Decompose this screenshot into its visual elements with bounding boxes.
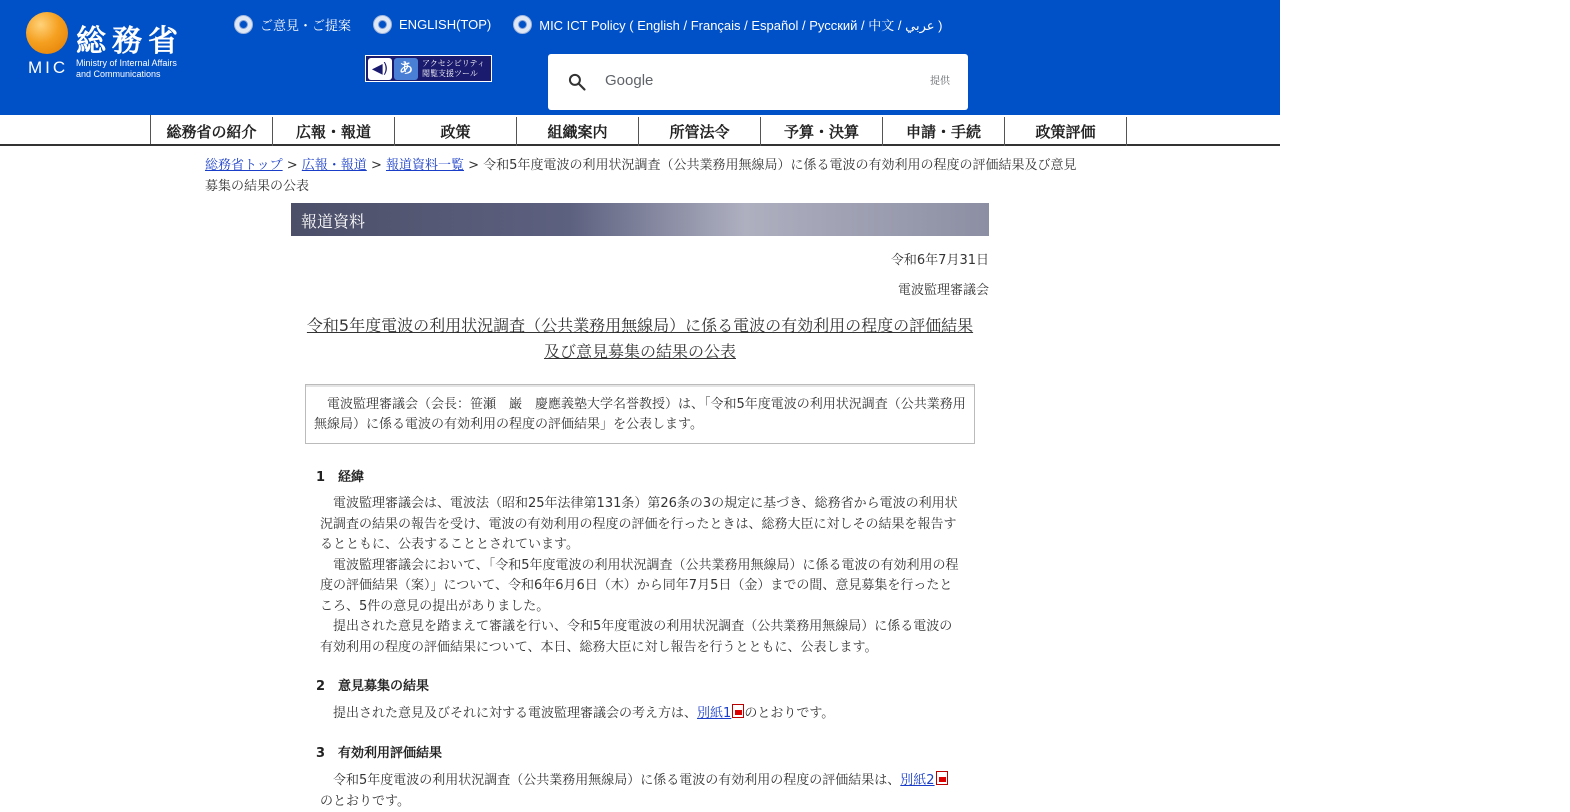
header-links (234, 14, 964, 34)
accessibility-line2: 閲覧支援ツール (422, 68, 478, 78)
pdf-icon (936, 771, 948, 785)
search-icon[interactable] (567, 72, 587, 92)
summary-box (305, 384, 975, 444)
ict-policy-link[interactable] (513, 15, 942, 34)
nav-press[interactable]: 広報・報道 (273, 117, 395, 146)
provided-text: 提供 (930, 76, 950, 87)
section-2-text-before: 提出された意見及びそれに対する電波監理審議会の考え方は、 (333, 706, 698, 721)
section-1-paragraph (320, 617, 960, 658)
global-nav (0, 115, 1280, 146)
section-2-heading: 2 意見募集の結果 (316, 679, 430, 694)
nav-laws[interactable]: 所管法令 (639, 117, 761, 146)
logo-japanese-name: 総務省 (76, 24, 184, 59)
attachment-2-link[interactable]: 別紙2 (900, 773, 935, 788)
logo-en-line2: and Communications (76, 69, 161, 79)
bullet-circle-icon (513, 15, 532, 34)
site-header (0, 0, 1280, 115)
section-3-text-before: 令和5年度電波の利用状況調査（公共業務用無線局）に係る電波の有効利用の程度の評価結果は、 (333, 773, 901, 788)
section-1-paragraph (320, 556, 960, 618)
attachment-1-link[interactable]: 別紙1 (697, 706, 732, 721)
banner-title: 報道資料 (301, 212, 366, 231)
feedback-link[interactable] (234, 15, 351, 34)
global-nav-list (150, 115, 1127, 144)
section-banner (291, 203, 989, 236)
issuing-organization: 電波監理審議会 (897, 283, 989, 298)
accessibility-tool-label (422, 59, 485, 79)
section-2-text-after: のとおりです。 (744, 706, 835, 721)
bullet-circle-icon (373, 15, 392, 34)
search-input[interactable] (604, 68, 944, 96)
page-title: 令和5年度電波の利用状況調査（公共業務用無線局）に係る電波の有効利用の程度の評価結果及び意見募集の結果の公表 (306, 316, 974, 361)
section-1-heading: 1 経緯 (316, 470, 365, 485)
section-1-p1: 電波監理審議会は、電波法（昭和25年法律第131条）第26条の3の規定に基づき、総務省から電波の利用状況調査の結果の報告を受け、電波の有効利用の程度の評価を行ったときは、総務大臣に対しその結果を報告するとともに、公表することとされています。 (320, 496, 958, 552)
nav-policy[interactable]: 政策 (395, 117, 517, 146)
section-1-p2: 電波監理審議会において、「令和5年度電波の利用状況調査（公共業務用無線局）に係る電波の有効利用の程度の評価結果（案）」について、令和6年6月6日（木）から同年7月5日（金）までの間、意見募集を行ったところ、5件の意見の提出がありました。 (320, 557, 959, 614)
nav-applications[interactable]: 申請・手続 (883, 117, 1005, 146)
site-search (548, 54, 968, 110)
logo-english-name (76, 58, 177, 80)
nav-evaluation[interactable]: 政策評価 (1005, 117, 1127, 146)
breadcrumb: 総務省トップ > 広報・報道 > 報道資料一覧 > 令和5年度電波の利用状況調査（公共業務用無線局）に係る電波の有効利用の程度の評価結果及び意見募集の結果の公表 (205, 158, 1077, 194)
summary-body: 電波監理審議会（会長：笹瀬 巌 慶應義塾大学名誉教授）は、「令和5年度電波の利用状況調査（公共業務用無線局）に係る電波の有効利用の程度の評価結果」を公表します。 (314, 397, 966, 432)
section-3-heading: 3 有効利用評価結果 (316, 746, 443, 761)
hiragana-a-icon: あ (394, 58, 418, 80)
logo-emblem-icon (26, 12, 68, 54)
logo-en-line1: Ministry of Internal Affairs (76, 58, 177, 68)
bullet-circle-icon (234, 15, 253, 34)
summary-text (314, 397, 966, 432)
section-1-p3: 提出された意見を踏まえて審議を行い、令和5年度電波の利用状況調査（公共業務用無線局）に係る電波の有効利用の程度の評価結果について、本日、総務大臣に対し報告を行うとともに、公表します。 (320, 619, 953, 655)
release-date: 令和6年7月31日 (890, 253, 989, 268)
breadcrumb-current: 令和5年度電波の利用状況調査（公共業務用無線局）に係る電波の有効利用の程度の評価結果及び意見募集の結果の公表 (205, 158, 1077, 194)
section-2-body (320, 704, 960, 725)
google-brand: Google (605, 72, 654, 89)
feedback-link-label: ご意見・ご提案 (260, 17, 352, 33)
ict-policy-link-label: MIC ICT Policy ( English / Français / Español / Русский / 中文 / عربي ) (539, 17, 943, 33)
nav-about[interactable]: 総務省の紹介 (151, 117, 273, 146)
section-1-paragraph (320, 494, 960, 556)
breadcrumb-press-link[interactable]: 広報・報道 (301, 158, 367, 173)
speaker-icon: ◀) (368, 58, 392, 80)
logo-mic-text: MIC (28, 58, 69, 77)
accessibility-line1: アクセシビリティ (422, 58, 485, 68)
section-1-body (320, 494, 960, 658)
english-top-link[interactable] (373, 15, 491, 34)
accessibility-tool-button[interactable] (365, 55, 492, 82)
section-3-body (320, 771, 960, 812)
english-top-link-label: ENGLISH(TOP) (399, 16, 492, 32)
breadcrumb-press-list-link[interactable]: 報道資料一覧 (385, 158, 464, 173)
mic-logo[interactable] (26, 12, 216, 82)
pdf-icon (732, 704, 744, 718)
nav-organization[interactable]: 組織案内 (517, 117, 639, 146)
section-3-text-after: のとおりです。 (320, 793, 410, 809)
breadcrumb-home-link[interactable]: 総務省トップ (205, 158, 283, 173)
nav-budget[interactable]: 予算・決算 (761, 117, 883, 146)
